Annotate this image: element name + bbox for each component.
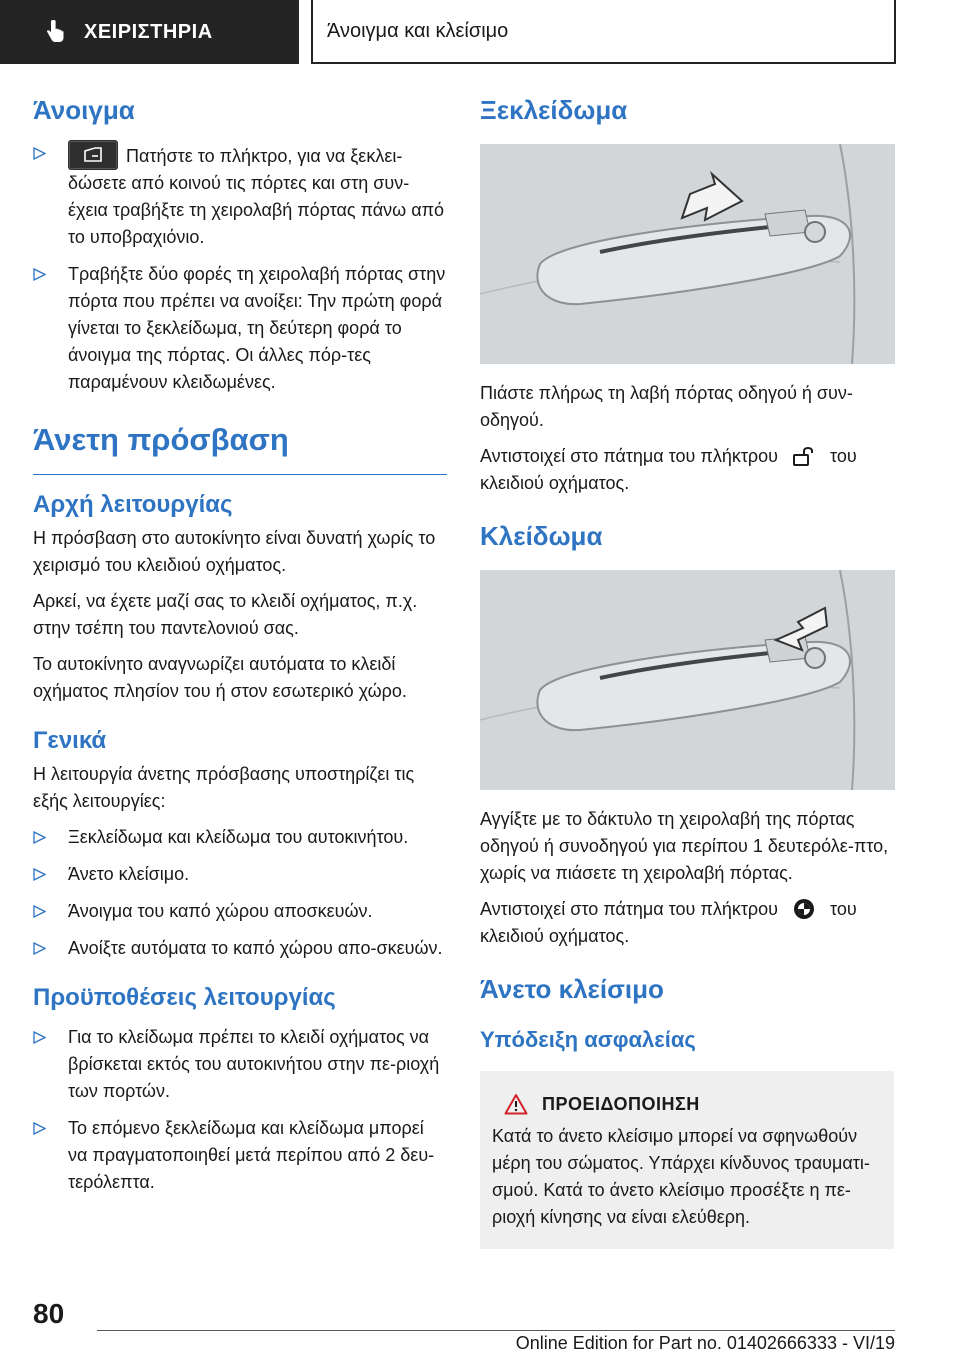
- locking-text-1: Αγγίξτε με το δάκτυλο τη χειρολαβή της πόρτας οδηγού ή συνοδηγού για περίπου 1 δευτερόλε-πτο, χωρίς να πιάσετε τη χειρολαβή πόρτας.: [480, 809, 889, 883]
- right-column: [480, 95, 894, 1249]
- bullet-triangle-icon: [33, 942, 46, 955]
- unlocking-text-2-after: του κλειδιού οχήματος.: [480, 446, 857, 493]
- general-item-text: Άνετο κλείσιμο.: [68, 864, 190, 884]
- principle-paragraph-1: Η πρόσβαση στο αυτοκίνητο είναι δυνατή χωρίς το χειρισμό του κλειδιού οχήματος.: [33, 528, 436, 575]
- unlocking-text-2-before: Αντιστοιχεί στο πάτημα του πλήκτρου: [480, 446, 779, 466]
- manual-section-tab[interactable]: [0, 0, 299, 64]
- prerequisites-list: [33, 1024, 447, 1196]
- list-item: [33, 261, 447, 396]
- chapter-title: Άνοιγμα και κλείσιμο: [311, 0, 896, 64]
- warning-triangle-icon: [504, 1093, 528, 1115]
- bullet-triangle-icon: [33, 1122, 46, 1135]
- door-unlock-key-icon: [68, 140, 118, 170]
- prerequisite-item-text: Για το κλείδωμα πρέπει το κλειδί οχήματος να βρίσκεται εκτός του αυτοκινήτου στην πε-ριοχή των πορτών.: [68, 1027, 440, 1101]
- manual-section-label: ΧΕΙΡΙΣΤΗΡΙΑ: [84, 20, 213, 43]
- prerequisites-heading: Προϋποθέσεις λειτουργίας: [33, 984, 336, 1011]
- safety-note-heading: Υπόδειξη ασφαλείας: [480, 1027, 696, 1052]
- locking-text-2-before: Αντιστοιχεί στο πάτημα του πλήκτρου: [480, 899, 779, 919]
- warning-title: ΠΡΟΕΙΔΟΠΟΙΗΣΗ: [542, 1093, 700, 1114]
- page-number: 80: [33, 1298, 65, 1329]
- bullet-triangle-icon: [33, 268, 46, 281]
- unlocking-text-1: Πιάστε πλήρως τη λαβή πόρτας οδηγού ή συν-οδηγού.: [480, 383, 853, 430]
- general-list: [33, 824, 447, 962]
- door-handle-unlock-photo: [480, 144, 895, 364]
- general-item-text: Άνοιγμα του καπό χώρου αποσκευών.: [68, 901, 373, 921]
- bullet-triangle-icon: [33, 147, 46, 160]
- principle-paragraph-2: Αρκεί, να έχετε μαζί σας το κλειδί οχήματος, π.χ. στην τσέπη του παντελονιού σας.: [33, 591, 418, 638]
- warning-title-row: [492, 1093, 882, 1115]
- list-item: [33, 898, 447, 925]
- comfort-access-heading: Άνετη πρόσβαση: [33, 422, 447, 475]
- general-item-text: Ξεκλείδωμα και κλείδωμα του αυτοκινήτου.: [68, 827, 409, 847]
- bullet-triangle-icon: [33, 905, 46, 918]
- prerequisite-item-text: Το επόμενο ξεκλείδωμα και κλείδωμα μπορεί να πραγματοποιηθεί μετά περίπου από 2 δευ-τερόλεπτα.: [68, 1118, 435, 1192]
- hand-pointer-icon: [40, 18, 68, 46]
- list-item: [33, 935, 447, 962]
- door-handle-lock-photo: [480, 570, 895, 790]
- bmw-logo-lock-icon: [792, 898, 816, 920]
- general-intro: Η λειτουργία άνετης πρόσβασης υποστηρίζει τις εξής λειτουργίες:: [33, 764, 415, 811]
- locking-text-2-after: του κλειδιού οχήματος.: [480, 899, 857, 946]
- principle-heading: Αρχή λειτουργίας: [33, 491, 233, 518]
- bullet-triangle-icon: [33, 1031, 46, 1044]
- warning-box: [480, 1071, 894, 1249]
- list-item: [33, 861, 447, 888]
- bullet-triangle-icon: [33, 831, 46, 844]
- list-item: [33, 140, 447, 251]
- list-item: [33, 1115, 447, 1196]
- footer-divider: [97, 1330, 895, 1331]
- page-header: [0, 0, 960, 70]
- unlocking-heading: Ξεκλείδωμα: [480, 95, 628, 125]
- locking-text-2: [480, 896, 894, 950]
- principle-paragraph-3: Το αυτοκίνητο αναγνωρίζει αυτόματα το κλειδί οχήματος πλησίον του ή στον εσωτερικό χώρο.: [33, 654, 407, 701]
- unlocking-text-2: [480, 443, 894, 497]
- general-item-text: Ανοίξτε αυτόματα το καπό χώρου απο-σκευών.: [68, 938, 443, 958]
- list-item: [33, 824, 447, 851]
- general-heading: Γενικά: [33, 727, 107, 754]
- opening-item-2-text: Τραβήξτε δύο φορές τη χειρολαβή πόρτας στην πόρτα που πρέπει να ανοίξει: Την πρώτη φορά γίνεται το ξεκλείδωμα, τη δεύτερη φορά το άνοιγμα της πόρτας. Οι άλλες πόρ-τες παραμένουν κλειδωμένες.: [68, 264, 446, 392]
- footer-edition: Online Edition for Part no. 01402666333 - VI/19: [515, 1333, 895, 1353]
- opening-item-1-text: Πατήστε το πλήκτρο, για να ξεκλει-δώσετε από κοινού τις πόρτες και στη συν-έχεια τραβήξτε τη χειρολαβή πόρτας πάνω από το υποβραχιόνιο.: [68, 146, 445, 247]
- unlock-icon: [792, 445, 816, 467]
- left-column: [33, 95, 447, 1206]
- comfort-close-heading: Άνετο κλείσιμο: [480, 974, 664, 1004]
- locking-heading: Κλείδωμα: [480, 521, 603, 551]
- bullet-triangle-icon: [33, 868, 46, 881]
- opening-list: [33, 140, 447, 396]
- warning-text: Κατά το άνετο κλείσιμο μπορεί να σφηνωθούν μέρη του σώματος. Υπάρχει κίνδυνος τραυματι-σμού. Κατά το άνετο κλείσιμο προσέξτε η πε-ριοχή κίνησης να είναι ελεύθερη.: [492, 1126, 870, 1227]
- list-item: [33, 1024, 447, 1105]
- opening-heading: Άνοιγμα: [33, 95, 135, 125]
